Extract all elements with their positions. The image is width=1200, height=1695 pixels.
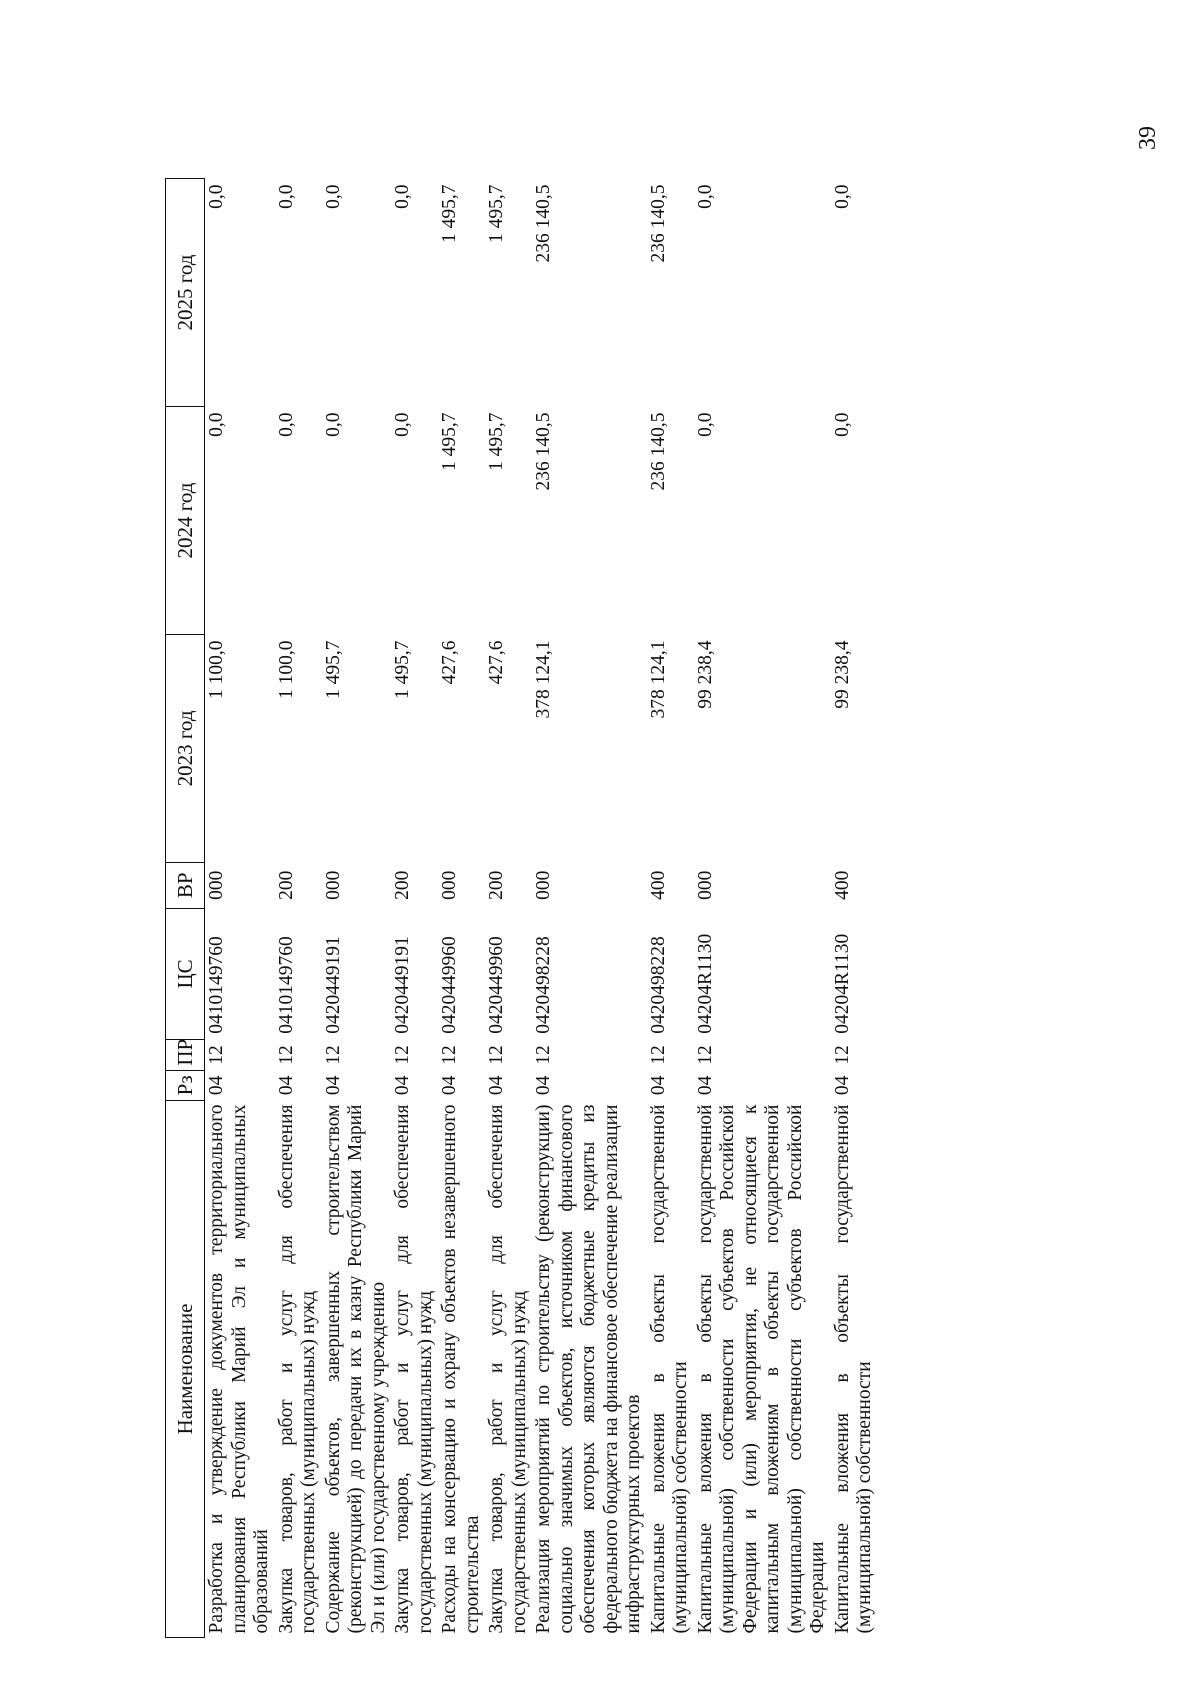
cell-name: Расходы на консервацию и охрану объектов незавершенного строительства (439, 1104, 483, 1634)
cell-y2023: 427,6 (486, 640, 507, 685)
cell-y2025: 0,0 (392, 184, 413, 209)
table-row (205, 179, 275, 1638)
cell-vr: 000 (533, 870, 554, 900)
cell-vr: 000 (439, 870, 460, 900)
cell-vr: 400 (831, 870, 853, 900)
cell-name: Закупка товаров, работ и услуг для обеспечения государственных (муниципальных) нужд (392, 1104, 436, 1634)
cell-y2025: 0,0 (322, 184, 344, 209)
header-rz: Рз (166, 1070, 205, 1100)
budget-table (165, 178, 878, 1638)
cell-y2024: 236 140,5 (647, 412, 669, 491)
header-2024: 2024 год (166, 407, 205, 635)
cell-rz: 04 (831, 1075, 853, 1096)
cell-y2023: 378 124,1 (533, 640, 554, 719)
cell-vr: 200 (486, 870, 507, 900)
cell-rz: 04 (206, 1075, 227, 1096)
cell-pr: 12 (275, 1045, 297, 1065)
table-row (532, 179, 647, 1638)
cell-y2025: 0,0 (694, 184, 716, 209)
cell-cs: 0420449191 (322, 936, 344, 1034)
cell-rz: 04 (533, 1075, 554, 1096)
header-name: Наименование (166, 1101, 205, 1638)
cell-name: Содержание объектов, завершенных строительством (реконструкцией) до передачи их в казну Республики Марий Эл и (или) государственному учреждению (322, 1104, 389, 1634)
cell-pr: 12 (206, 1045, 227, 1065)
header-2025: 2025 год (166, 179, 205, 407)
cell-y2023: 99 238,4 (831, 640, 853, 709)
cell-y2024: 0,0 (831, 412, 853, 437)
cell-name: Капитальные вложения в объекты государственной (муниципальной) собственности (647, 1104, 691, 1634)
cell-vr: 000 (206, 870, 227, 900)
header-pr: ПР (166, 1040, 205, 1070)
cell-y2023: 99 238,4 (694, 640, 716, 709)
cell-pr: 12 (647, 1045, 669, 1065)
cell-vr: 000 (322, 870, 344, 900)
cell-y2023: 378 124,1 (647, 640, 669, 719)
cell-y2023: 1 100,0 (275, 640, 297, 699)
cell-y2024: 1 495,7 (439, 412, 460, 471)
cell-cs: 04204R1130 (694, 933, 716, 1034)
cell-y2024: 0,0 (392, 412, 413, 437)
header-vr: ВР (166, 862, 205, 908)
cell-y2023: 1 495,7 (322, 640, 344, 699)
cell-rz: 04 (322, 1075, 344, 1096)
cell-name: Капитальные вложения в объекты государственной (муниципальной) собственности субъектов Российской Федерации и (или) мероприятия, не относящиеся к капитальным вложениям в объекты государственной (муниципальной) собственности субъектов Российской Федерации (694, 1104, 828, 1634)
table-header-row (166, 179, 205, 1638)
rotated-table-container (165, 178, 1155, 1638)
cell-vr: 200 (275, 870, 297, 900)
table-row (275, 179, 322, 1638)
cell-y2025: 0,0 (831, 184, 853, 209)
cell-y2025: 236 140,5 (533, 184, 554, 263)
cell-rz: 04 (439, 1075, 460, 1096)
header-cs: ЦС (166, 908, 205, 1040)
table-row (391, 179, 438, 1638)
cell-rz: 04 (275, 1075, 297, 1096)
cell-rz: 04 (486, 1075, 507, 1096)
cell-cs: 0410149760 (206, 936, 227, 1034)
table-row (831, 179, 878, 1638)
cell-vr: 400 (647, 870, 669, 900)
cell-y2025: 0,0 (206, 184, 227, 209)
cell-cs: 0420449960 (486, 936, 507, 1034)
cell-cs: 0420498228 (533, 936, 554, 1034)
cell-y2024: 1 495,7 (486, 412, 507, 471)
cell-y2024: 0,0 (206, 412, 227, 437)
table-row (438, 179, 485, 1638)
table-body (205, 179, 878, 1638)
cell-y2025: 1 495,7 (439, 184, 460, 243)
cell-y2025: 236 140,5 (647, 184, 669, 263)
cell-pr: 12 (392, 1045, 413, 1065)
cell-pr: 12 (694, 1045, 716, 1065)
table-row (694, 179, 831, 1638)
cell-y2024: 236 140,5 (533, 412, 554, 491)
cell-name: Разработка и утверждение документов территориального планирования Республики Марий Эл и муниципальных образований (206, 1104, 272, 1634)
cell-pr: 12 (533, 1045, 554, 1065)
cell-cs: 0420449191 (392, 936, 413, 1034)
cell-name: Закупка товаров, работ и услуг для обеспечения государственных (муниципальных) нужд (486, 1104, 530, 1634)
cell-y2023: 1 495,7 (392, 640, 413, 699)
cell-cs: 04204R1130 (831, 933, 853, 1034)
cell-pr: 12 (322, 1045, 344, 1065)
cell-pr: 12 (439, 1045, 460, 1065)
cell-y2023: 427,6 (439, 640, 460, 685)
cell-name: Капитальные вложения в объекты государственной (муниципальной) собственности (831, 1104, 875, 1634)
cell-y2024: 0,0 (322, 412, 344, 437)
cell-rz: 04 (694, 1075, 716, 1096)
page-number: 39 (1135, 126, 1161, 150)
header-2023: 2023 год (166, 634, 205, 862)
cell-y2025: 1 495,7 (486, 184, 507, 243)
cell-name: Закупка товаров, работ и услуг для обеспечения государственных (муниципальных) нужд (275, 1104, 319, 1634)
table-row (322, 179, 392, 1638)
cell-rz: 04 (392, 1075, 413, 1096)
cell-pr: 12 (486, 1045, 507, 1065)
cell-cs: 0420498228 (647, 936, 669, 1034)
cell-name: Реализация мероприятий по строительству (реконструкции) социально значимых объектов, источником финансового обеспечения которых являются бюджетные кредиты из федерального бюджета на финансовое обеспечение реализации инфраструктурных проектов (533, 1104, 644, 1634)
table-row (485, 179, 532, 1638)
cell-cs: 0410149760 (275, 936, 297, 1034)
cell-y2023: 1 100,0 (206, 640, 227, 699)
cell-y2024: 0,0 (694, 412, 716, 437)
cell-vr: 200 (392, 870, 413, 900)
cell-pr: 12 (831, 1045, 853, 1065)
cell-cs: 0420449960 (439, 936, 460, 1034)
cell-rz: 04 (647, 1075, 669, 1096)
cell-y2024: 0,0 (275, 412, 297, 437)
table-row (647, 179, 694, 1638)
cell-y2025: 0,0 (275, 184, 297, 209)
cell-vr: 000 (694, 870, 716, 900)
